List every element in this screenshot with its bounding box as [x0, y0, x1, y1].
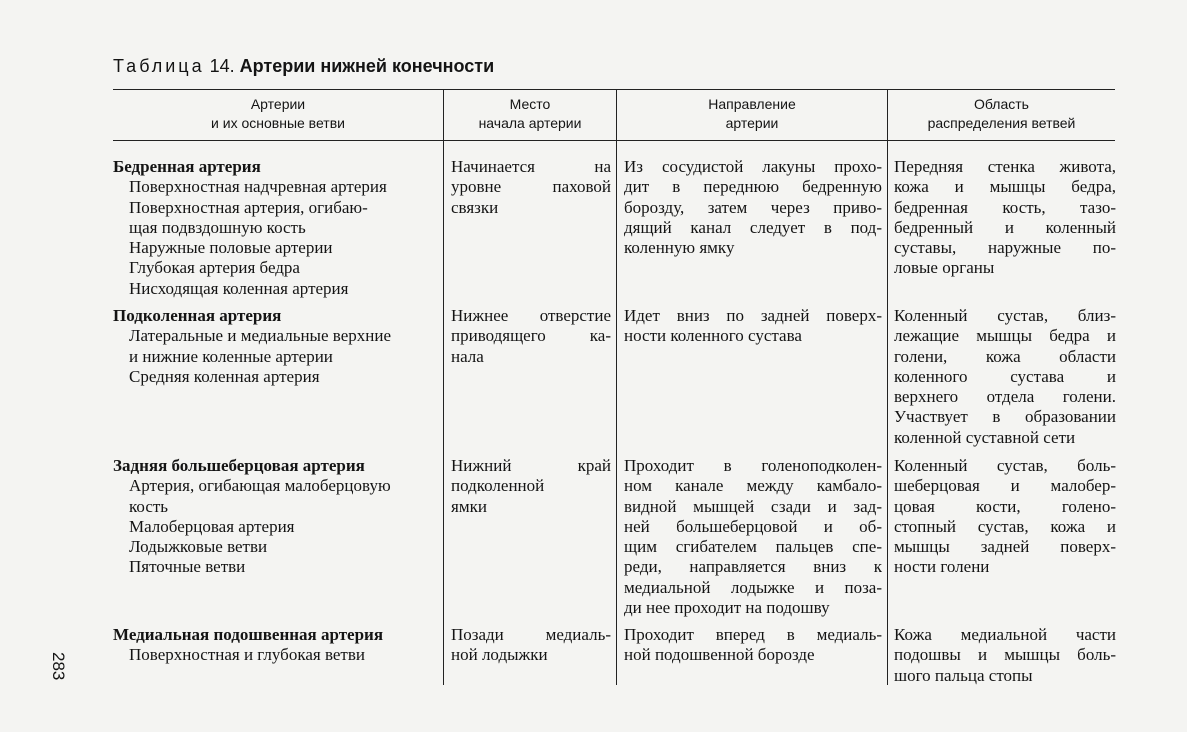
header-line: артерии — [725, 115, 779, 131]
branch-item: кость — [129, 496, 169, 516]
cell-line: ди нее проходит на подошву — [624, 598, 830, 618]
cell-line: медиальной лодыжке и поза- — [624, 577, 882, 597]
header-direction — [617, 95, 887, 133]
distribution-cell — [894, 456, 1116, 578]
branch-item: Пяточные ветви — [129, 557, 246, 577]
caption-prefix: Таблица — [113, 56, 205, 76]
column-divider — [616, 89, 617, 685]
caption-number: 14. — [209, 56, 235, 76]
cell-line: дит в переднюю бедренную — [624, 177, 882, 197]
cell-line: ной подошвенной борозде — [624, 645, 815, 665]
branch-item: Артерия, огибающая малоберцовую — [129, 476, 391, 496]
branch-item: Наружные половые артерии — [129, 238, 333, 258]
cell-line: борозду, затем через приво- — [624, 197, 882, 217]
branch-item: щая подвздошную кость — [129, 217, 306, 237]
header-line: Артерии — [250, 96, 306, 112]
branch-item: и нижние коленные артерии — [129, 346, 333, 366]
cell-line: бедренный и коленный — [894, 217, 1116, 237]
cell-line: щим сгибателем пальцев спе- — [624, 537, 882, 557]
header-line: Место — [509, 96, 551, 112]
cell-line: подколенной — [451, 476, 545, 496]
cell-line: Начинается на — [451, 157, 611, 176]
cell-line: кожа и мышцы бедра, — [894, 177, 1116, 197]
direction-cell — [624, 306, 882, 347]
cell-line: связки — [451, 197, 499, 217]
cell-line: мышцы задней поверх- — [894, 537, 1116, 557]
branch-item: Лодыжковые ветви — [129, 537, 268, 557]
branch-item: Нисходящая коленная артерия — [129, 278, 349, 298]
page-number: 283 — [49, 652, 68, 681]
artery-cell — [113, 306, 441, 387]
cell-line: Коленный сустав, боль- — [894, 456, 1116, 475]
header-line: распределения ветвей — [927, 115, 1076, 131]
header-line: начала артерии — [478, 115, 582, 131]
table-header-rule — [113, 140, 1115, 141]
cell-line: шеберцовая и малобер- — [894, 476, 1116, 496]
cell-line: ном канале между камбало- — [624, 476, 882, 496]
cell-line: шого пальца стопы — [894, 665, 1033, 685]
header-distribution — [888, 95, 1115, 133]
cell-line: коленную ямку — [624, 238, 735, 258]
cell-line: суставы, наружные по- — [894, 238, 1116, 258]
cell-line: коленной суставной сети — [894, 427, 1076, 447]
cell-line: цовая кости, голено- — [894, 496, 1116, 516]
header-origin — [444, 95, 616, 133]
cell-line: Коленный сустав, близ- — [894, 306, 1116, 325]
origin-cell — [451, 157, 611, 218]
direction-cell — [624, 625, 882, 666]
artery-cell — [113, 456, 441, 578]
origin-cell — [451, 625, 611, 666]
cell-line: видной мышцей сзади и зад- — [624, 496, 882, 516]
cell-line: стопный сустав, кожа и — [894, 516, 1116, 536]
artery-cell — [113, 625, 441, 666]
cell-line: Кожа медиальной части — [894, 625, 1116, 644]
cell-line: ной лодыжки — [451, 645, 548, 665]
cell-line: лежащие мышцы бедра и — [894, 326, 1116, 346]
cell-line: ней большеберцовой и об- — [624, 516, 882, 536]
cell-line: верхнего отдела голени. — [894, 387, 1116, 407]
cell-line: бедренная кость, тазо- — [894, 197, 1116, 217]
cell-line: голени, кожа области — [894, 346, 1116, 366]
cell-line: нала — [451, 346, 484, 366]
table-caption — [113, 54, 494, 78]
artery-name: Бедренная артерия — [113, 157, 261, 176]
cell-line: Проходит в голеноподколен- — [624, 456, 882, 475]
artery-name: Задняя большеберцовая артерия — [113, 456, 365, 475]
artery-name: Медиальная подошвенная артерия — [113, 625, 384, 644]
cell-line: подошвы и мышцы боль- — [894, 645, 1116, 665]
direction-cell — [624, 456, 882, 618]
distribution-cell — [894, 625, 1116, 686]
branch-item: Глубокая артерия бедра — [129, 258, 300, 278]
cell-line: Нижнее отверстие — [451, 306, 611, 325]
column-divider — [443, 89, 444, 685]
header-arteries — [113, 95, 443, 133]
artery-cell — [113, 157, 441, 299]
cell-line: дящий канал следует в под- — [624, 217, 882, 237]
cell-line: Идет вниз по задней поверх- — [624, 306, 882, 325]
cell-line: ямки — [451, 496, 487, 516]
cell-line: коленного сустава и — [894, 366, 1116, 386]
branch-item: Поверхностная артерия, огибаю- — [129, 197, 368, 217]
cell-line: Участвует в образовании — [894, 407, 1116, 427]
cell-line: приводящего ка- — [451, 326, 611, 346]
origin-cell — [451, 306, 611, 367]
cell-line: ловые органы — [894, 258, 995, 278]
header-line: Область — [974, 96, 1029, 112]
cell-line: ности голени — [894, 557, 990, 577]
cell-line: уровне паховой — [451, 177, 611, 197]
distribution-cell — [894, 157, 1116, 279]
branch-item: Латеральные и медиальные верхние — [129, 326, 391, 346]
cell-line: ности коленного сустава — [624, 326, 802, 346]
direction-cell — [624, 157, 882, 258]
artery-name: Подколенная артерия — [113, 306, 282, 325]
branch-item: Поверхностная надчревная артерия — [129, 177, 387, 197]
cell-line: Нижний край — [451, 456, 611, 475]
cell-line: Передняя стенка живота, — [894, 157, 1116, 176]
caption-title: Артерии нижней конечности — [239, 56, 495, 76]
header-line: Направление — [708, 96, 796, 112]
branch-item: Средняя коленная артерия — [129, 366, 320, 386]
cell-line: Проходит вперед в медиаль- — [624, 625, 882, 644]
branch-item: Малоберцовая артерия — [129, 516, 295, 536]
cell-line: Из сосудистой лакуны прохо- — [624, 157, 882, 176]
table-top-rule — [113, 89, 1115, 90]
distribution-cell — [894, 306, 1116, 448]
branch-item: Поверхностная и глубокая ветви — [129, 645, 365, 665]
origin-cell — [451, 456, 611, 517]
cell-line: Позади медиаль- — [451, 625, 611, 644]
cell-line: реди, направляется вниз к — [624, 557, 882, 577]
column-divider — [887, 89, 888, 685]
header-line: и их основные ветви — [211, 115, 345, 131]
